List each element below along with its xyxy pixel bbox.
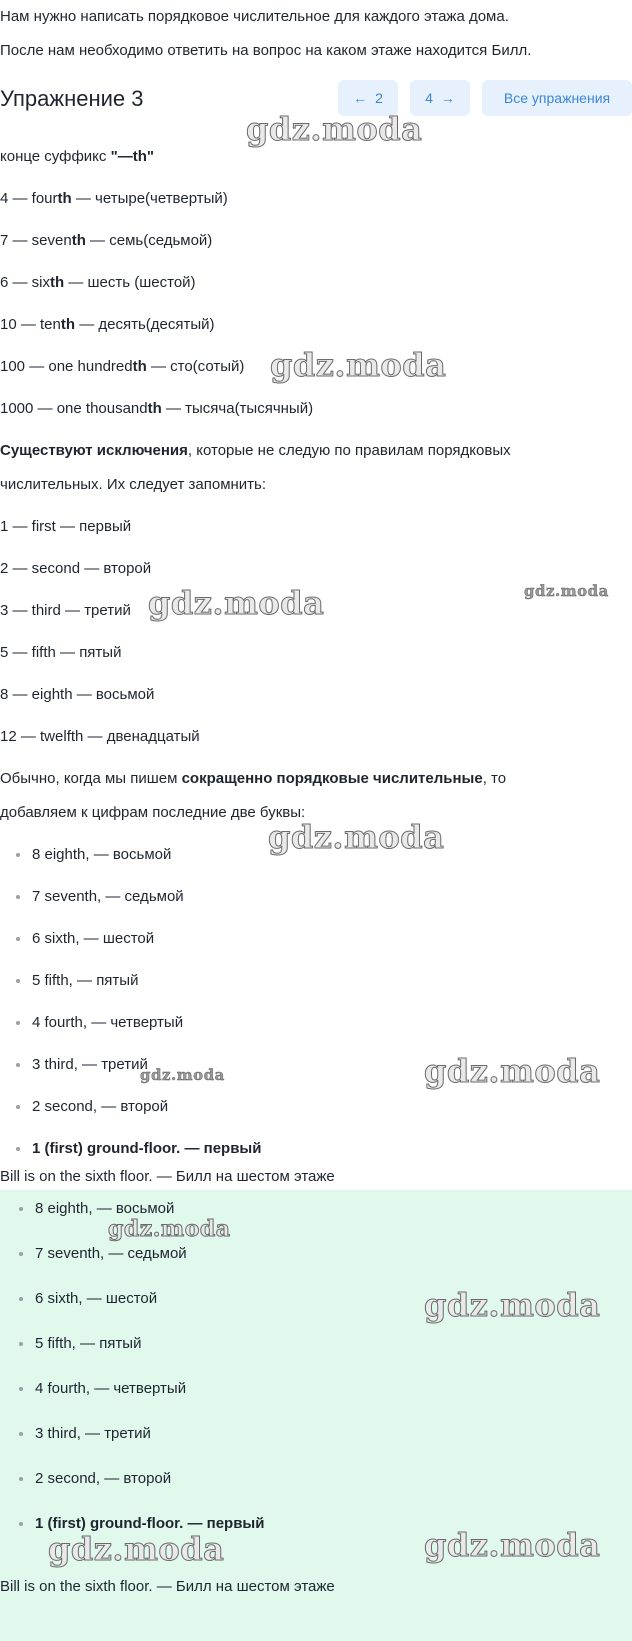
watermark-logo: gdz.moda [270, 346, 447, 384]
exercise-title: Упражнение 3 [0, 86, 144, 111]
arrow-left-icon: ← [353, 90, 368, 106]
watermark-logo: gdz.moda [424, 1526, 601, 1564]
exception-example: 1 — first — первый [0, 518, 132, 535]
list-item: 2 second, — второй [35, 1470, 171, 1487]
list-item: 6 sixth, — шестой [32, 930, 154, 947]
intro-line-2: После нам необходимо ответить на вопрос на каком этаже находится Билл. [0, 42, 532, 59]
prev-exercise-button[interactable]: ← 2 [338, 80, 398, 116]
watermark-logo: gdz.moda [148, 584, 325, 622]
watermark-logo: gdz.moda [48, 1530, 225, 1568]
exception-example: 5 — fifth — пятый [0, 644, 122, 661]
th-example: 6 — sixth — шесть (шестой) [0, 274, 196, 291]
abbrev-line-2: добавляем к цифрам последние две буквы: [0, 804, 306, 821]
th-example: 100 — one hundredth — сто(сотый) [0, 358, 245, 375]
list-item: 4 fourth, — четвертый [35, 1380, 186, 1397]
list-item: 3 third, — третий [35, 1425, 151, 1442]
exceptions-intro: Существуют исключения, которые не следую по правилам порядковых [0, 442, 511, 459]
all-exercises-button[interactable]: Все упражнения [482, 80, 632, 116]
abbrev-line-1: Обычно, когда мы пишем сокращенно порядковые числительные, то [0, 770, 507, 787]
arrow-right-icon: → [440, 90, 455, 106]
answer-line: Bill is on the sixth floor. — Билл на шестом этаже [0, 1168, 335, 1185]
list-item: 1 (first) ground-floor. — первый [35, 1515, 264, 1532]
answer-line: Bill is on the sixth floor. — Билл на шестом этаже [0, 1578, 335, 1595]
watermark-logo: gdz.moda [424, 1286, 601, 1324]
list-item: 3 third, — третий [32, 1056, 148, 1073]
exception-example: 2 — second — второй [0, 560, 152, 577]
watermark-logo: gdz.moda [246, 110, 423, 148]
list-item: 8 eighth, — восьмой [32, 846, 171, 863]
list-item: 7 seventh, — седьмой [35, 1245, 187, 1262]
list-item: 8 eighth, — восьмой [35, 1200, 174, 1217]
th-example: 7 — seventh — семь(седьмой) [0, 232, 213, 249]
list-item: 7 seventh, — седьмой [32, 888, 184, 905]
next-exercise-button[interactable]: 4 → [410, 80, 470, 116]
suffix-line: конце суффикс "—th" [0, 148, 154, 165]
exception-example: 3 — third — третий [0, 602, 131, 619]
exception-example: 12 — twelfth — двенадцатый [0, 728, 200, 745]
list-item: 5 fifth, — пятый [35, 1335, 141, 1352]
list-item: 2 second, — второй [32, 1098, 168, 1115]
list-item: 4 fourth, — четвертый [32, 1014, 183, 1031]
intro-line-1: Нам нужно написать порядковое числительное для каждого этажа дома. [0, 8, 509, 25]
watermark-logo: gdz.moda [268, 818, 445, 856]
th-example: 10 — tenth — десять(десятый) [0, 316, 215, 333]
watermark-logo: gdz.moda [108, 1216, 231, 1242]
watermark-logo: gdz.moda [424, 1052, 601, 1090]
watermark-logo: gdz.moda [524, 582, 609, 600]
th-example: 4 — fourth — четыре(четвертый) [0, 190, 228, 207]
th-example: 1000 — one thousandth — тысяча(тысячный) [0, 400, 314, 417]
list-item: 6 sixth, — шестой [35, 1290, 157, 1307]
watermark-logo: gdz.moda [140, 1066, 225, 1084]
exceptions-intro-2: числительных. Их следует запомнить: [0, 476, 267, 493]
list-item: 1 (first) ground-floor. — первый [32, 1140, 261, 1157]
exception-example: 8 — eighth — восьмой [0, 686, 155, 703]
list-item: 5 fifth, — пятый [32, 972, 138, 989]
